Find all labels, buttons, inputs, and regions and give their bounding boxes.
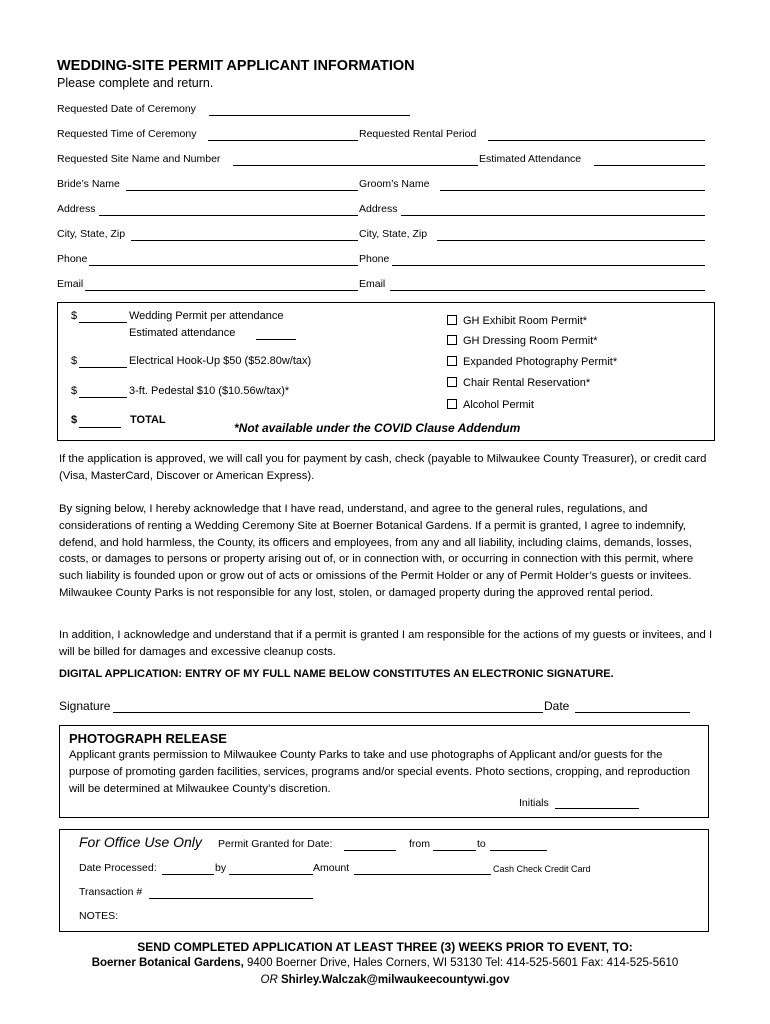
from-label: from [409,838,430,850]
signature-label: Signature [59,699,111,713]
pedestal-dollar: $ [71,385,78,397]
signature-field[interactable] [113,712,543,713]
permit-date-field[interactable] [344,850,396,851]
bride-email-field[interactable] [85,290,358,291]
option-gh-dressing[interactable] [447,335,597,347]
checkbox-icon[interactable] [447,315,457,325]
groom-address-label: Address [359,203,398,215]
wedding-permit-amount-field[interactable] [79,322,127,323]
groom-name-field[interactable] [440,190,705,191]
amount-label: Amount [313,862,350,874]
date-ceremony-field[interactable] [209,115,410,116]
bride-email-label: Email [57,278,84,290]
bride-phone-field[interactable] [89,265,358,266]
attendance-field[interactable] [594,165,705,166]
footer-email[interactable]: Shirley.Walczak@milwaukeecountywi.gov [280,974,510,986]
bride-city-label: City, State, Zip [57,228,126,240]
footer-org: Boerner Botanical Gardens, [91,957,244,969]
time-ceremony-label: Requested Time of Ceremony [57,128,197,140]
option-chair-rental[interactable] [447,377,590,389]
bride-address-field[interactable] [99,215,358,216]
site-name-field[interactable] [233,165,478,166]
option-alcohol[interactable] [447,399,534,411]
rental-period-field[interactable] [488,140,705,141]
total-dollar: $ [71,414,78,426]
transaction-field[interactable] [149,898,313,899]
estimated-attendance-field[interactable] [256,339,296,340]
signature-date-field[interactable] [575,712,690,713]
electrical-label: Electrical Hook-Up $50 ($52.80w/tax) [129,355,312,367]
from-field[interactable] [433,850,476,851]
rental-period-label: Requested Rental Period [359,128,477,140]
page-subtitle: Please complete and return. [57,76,214,90]
option-photography[interactable] [447,356,617,368]
wedding-permit-dollar: $ [71,310,78,322]
footer-instructions: SEND COMPLETED APPLICATION AT LEAST THREE (3) WEEKS PRIOR TO EVENT, TO: [137,940,633,954]
notes-label: NOTES: [79,910,119,922]
groom-email-label: Email [359,278,386,290]
digital-signature-notice: DIGITAL APPLICATION: ENTRY OF MY FULL NAME BELOW CONSTITUTES AN ELECTRONIC SIGNATURE. [59,668,614,680]
option-label: Expanded Photography Permit* [463,356,618,368]
checkbox-icon[interactable] [447,399,457,409]
transaction-label: Transaction # [79,886,143,898]
pedestal-amount-field[interactable] [79,397,127,398]
estimated-attendance-label: Estimated attendance [129,327,236,339]
to-field[interactable] [490,850,547,851]
total-amount-field[interactable] [79,427,121,428]
date-processed-label: Date Processed: [79,862,157,874]
pedestal-label: 3-ft. Pedestal $10 ($10.56w/tax)* [129,385,290,397]
date-ceremony-label: Requested Date of Ceremony [57,103,196,115]
option-label: GH Exhibit Room Permit* [463,315,588,327]
groom-email-field[interactable] [390,290,705,291]
time-ceremony-field[interactable] [208,140,358,141]
option-label: GH Dressing Room Permit* [463,335,598,347]
option-gh-exhibit[interactable] [447,315,587,327]
groom-phone-field[interactable] [392,265,705,266]
footer-address: 9400 Boerner Drive, Hales Corners, WI 53130 Tel: 414-525-5601 Fax: 414-525-5610 [243,957,679,969]
wedding-permit-label: Wedding Permit per attendance [129,310,284,322]
photo-release-text: Applicant grants permission to Milwaukee County Parks to take and use photographs of Applicant and/or guests for the purpose of promoting garden facilities, services, programs and/or special events. Photo sections, cropping, and reproduction will be determined at Milwaukee County’s discretion. [69,749,691,795]
groom-city-label: City, State, Zip [359,228,428,240]
agreement-paragraph: By signing below, I hereby acknowledge that I have read, understand, and agree to the general rules, regulations, and considerations of renting a Wedding Ceremony Site at Boerner Botanical Gardens. If a permit is granted, I agree to indemnify, defend, and hold harmless, the County, its officers and employees, from any and all liability, including claims, demands, losses, costs, or damages to persons or property arising out of, or in connection with, or occurring in connection with this permit, where such liability is founded upon or grow out of acts or omissions of the Permit Holder or any of Permit Holder’s guests or invitees. Milwaukee County Parks is not responsible for any lost, stolen, or damaged property during the approved rental period. [59,503,694,599]
site-name-label: Requested Site Name and Number [57,153,221,165]
payment-paragraph: If the application is approved, we will call you for payment by cash, check (payable to Milwaukee County Treasurer), or credit card (Visa, MasterCard, Discover or American Express). [59,453,707,482]
checkbox-icon[interactable] [447,335,457,345]
amount-field[interactable] [354,874,491,875]
initials-field[interactable] [555,808,639,809]
bride-name-field[interactable] [126,190,358,191]
groom-phone-label: Phone [359,253,390,265]
photo-release-heading: PHOTOGRAPH RELEASE [69,731,227,746]
responsibility-paragraph: In addition, I acknowledge and understand that if a permit is granted I am responsible for the actions of my guests or invitees, and I will be billed for damages and excessive cleanup costs. [59,629,713,658]
checkbox-icon[interactable] [447,356,457,366]
bride-address-label: Address [57,203,96,215]
footer-or: OR [260,974,278,986]
attendance-label: Estimated Attendance [479,153,582,165]
by-field[interactable] [229,874,313,875]
bride-city-field[interactable] [131,240,358,241]
permit-granted-label: Permit Granted for Date: [218,838,333,850]
groom-address-field[interactable] [401,215,705,216]
date-processed-field[interactable] [162,874,214,875]
electrical-amount-field[interactable] [79,367,127,368]
bride-name-label: Bride’s Name [57,178,120,190]
groom-city-field[interactable] [437,240,705,241]
covid-note: *Not available under the COVID Clause Addendum [234,421,521,435]
option-label: Alcohol Permit [463,399,534,411]
payment-types-label: Cash Check Credit Card [493,864,591,874]
electrical-dollar: $ [71,355,78,367]
initials-label: Initials [519,797,549,809]
groom-name-label: Groom’s Name [359,178,430,190]
office-use-heading: For Office Use Only [79,834,202,850]
total-label: TOTAL [130,414,166,426]
footer-email-line [0,974,770,986]
to-label: to [477,838,486,850]
by-label: by [215,862,227,874]
bride-phone-label: Phone [57,253,88,265]
page-title: WEDDING-SITE PERMIT APPLICANT INFORMATION [57,58,415,74]
option-label: Chair Rental Reservation* [463,377,591,389]
footer-address-line [0,957,770,969]
checkbox-icon[interactable] [447,377,457,387]
signature-date-label: Date [544,699,570,713]
